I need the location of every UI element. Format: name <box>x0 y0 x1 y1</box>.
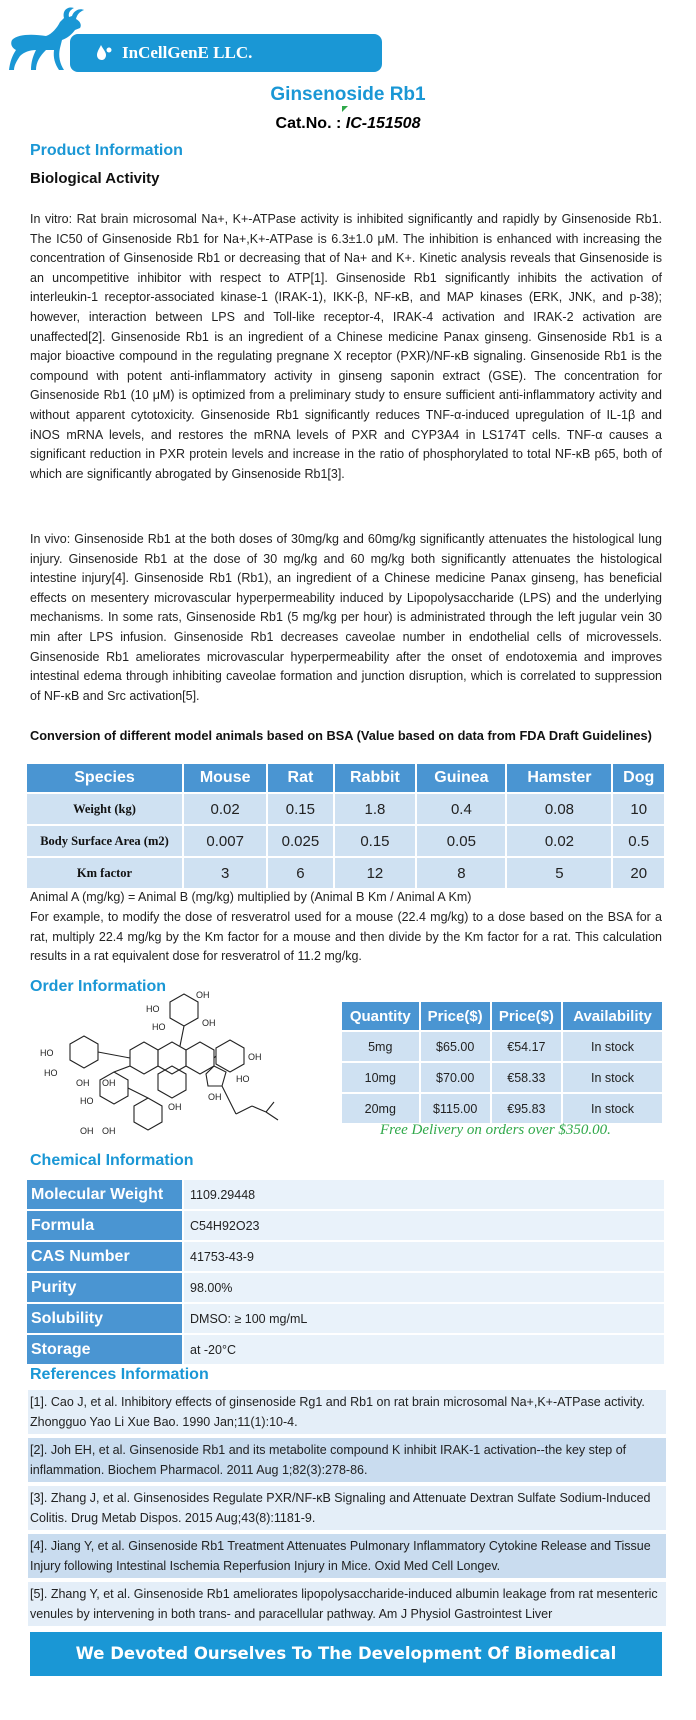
price-usd-cell: $115.00 <box>421 1094 490 1123</box>
cat-label: Cat.No. : <box>275 115 342 132</box>
structure-label: HO <box>44 1068 58 1078</box>
in-vivo-paragraph: In vivo: Ginsenoside Rb1 at the both doses of 30mg/kg and 60mg/kg significantly attenuates the histological lung injury. Ginsenoside Rb1 at the dose of 30 mg/kg and 60 mg/kg both significantly attenuates the histological intestine injury[4]. Ginsenoside Rb1 (Rb1), an ingredient of a Chinese medicine Panax ginseng, has beneficial effects on mesentery microvascular hyperpermeability induced by Lipopolysaccharide (LPS) and the underlying mechanisms. In some rats, Ginsenoside Rb1 (5 mg/kg per hour) is administrated through the left jugular vein 30 min after LPS infusion. Ginsenoside Rb1 decreases caveolae number in endothelial cells of microvessels. Ginsenoside Rb1 ameliorates microvascular hyperpermeability after the onset of endotoxemia and improves intestinal edema through inhibiting caveolae formation and junction disruption, which is correlated to suppression of NF-κB and Src activation[5]. <box>30 532 662 703</box>
structure-label: OH <box>102 1126 116 1136</box>
column-header: Quantity <box>342 1002 419 1030</box>
table-cell: 0.5 <box>613 826 664 856</box>
reference-item: [1]. Cao J, et al. Inhibitory effects of ginsenoside Rg1 and Rb1 on rat brain microsomal Na+,K+-ATPase activity. Zhongguo Yao Li Xue Bao. 1990 Jan;11(1):10-4. <box>28 1390 666 1434</box>
chemical-structure-diagram <box>30 988 290 1138</box>
cat-value: IC-151508 <box>345 115 421 132</box>
table-cell: 8 <box>417 858 505 888</box>
table-row <box>27 826 664 856</box>
product-information-heading: Product Information <box>30 142 183 159</box>
reference-item: [2]. Joh EH, et al. Ginsenoside Rb1 and its metabolite compound K inhibit IRAK-1 activation--the key step of inflammation. Biochem Pharmacol. 2011 Aug 1;82(3):278-86. <box>28 1438 666 1482</box>
table-row <box>27 1273 664 1302</box>
column-header: Price($) <box>492 1002 561 1030</box>
structure-label: HO <box>152 1022 166 1032</box>
bsa-formula: Animal A (mg/kg) = Animal B (mg/kg) multiplied by (Animal B Km / Animal A Km) <box>30 890 472 904</box>
column-header: Species <box>27 764 182 792</box>
table-cell: 5 <box>507 858 611 888</box>
order-table <box>340 1000 664 1125</box>
order-row[interactable] <box>342 1063 662 1092</box>
price-eur-cell: €95.83 <box>492 1094 561 1123</box>
chemical-info-table <box>25 1178 666 1366</box>
table-cell: 0.007 <box>184 826 266 856</box>
column-header: Dog <box>613 764 664 792</box>
column-header: Mouse <box>184 764 266 792</box>
structure-label: HO <box>40 1048 54 1058</box>
property-key: Solubility <box>27 1304 182 1333</box>
structure-label: OH <box>76 1078 90 1088</box>
property-value: 41753-43-9 <box>184 1242 664 1271</box>
row-label: Body Surface Area (m2) <box>27 826 182 856</box>
reference-item: [4]. Jiang Y, et al. Ginsenoside Rb1 Treatment Attenuates Pulmonary Inflammatory Cytokine Release and Tissue Injury following Intestinal Ischemia Reperfusion Injury in Mice. Oxid Med Cell Longev. <box>28 1534 666 1578</box>
structure-label: HO <box>146 1004 160 1014</box>
property-key: Storage <box>27 1335 182 1364</box>
order-information-heading: Order Information <box>30 978 167 995</box>
bsa-header-row <box>27 764 664 792</box>
table-row <box>27 1242 664 1271</box>
structure-label: OH <box>168 1102 182 1112</box>
property-value: 1109.29448 <box>184 1180 664 1209</box>
company-name: InCellGenE LLC. <box>122 43 253 62</box>
property-key: Formula <box>27 1211 182 1240</box>
column-header: Availability <box>563 1002 662 1030</box>
in-vitro-paragraph: In vitro: Rat brain microsomal Na+, K+-ATPase activity is inhibited significantly and rapidly by Ginsenoside Rb1. The IC50 of Ginsenoside Rb1 for Na+,K+-ATPase is 6.3±1.0 μM. The inhibition is enhanced with increasing the concentration of Ginsenoside Rb1 or decreasing that of Na+ and K+. Kinetic analysis reveals that Ginsenoside is an uncompetitive inhibitor with respect to ATP[1]. Ginsenoside Rb1 significantly inhibits the activation of interleukin-1 receptor-associated kinase-1 (IRAK-1), IKK-β, NF-κB, and MAP kinases (ERK, JNK, and p-38); however, interaction between LPS and Toll-like receptor-4, IRAK-4 activation and IRAK-2 activation are unaffected[2]. Ginsenoside Rb1 is an ingredient of a Chinese medicine Panax ginseng. Ginsenoside Rb1 is a major bioactive compound in the regulating pregnane X receptor (PXR)/NF-κB signaling. Ginsenoside Rb1 is the compound with potent anti-inflammatory activity in ginseng saponin extract (GSE). The concentration for Ginsenoside Rb1 (10 μM) is optimized from a preliminary study to ensure sufficient anti-inflammatory activity and without apparent cytotoxicity. Ginsenoside Rb1 significantly reduces TNF-α-induced upregulation of IL-1β and iNOS mRNA levels, and restores the mRNA levels of PXR and CYP3A4 in LS174T cells. TNF-α causes a significant reduction in PXR protein levels and increase in the ratio of phosphorylated to total NF-κB p65, both of which are significantly abrogated by Ginsenoside Rb1[3]. <box>30 212 662 481</box>
quantity-cell: 5mg <box>342 1032 419 1061</box>
column-header: Hamster <box>507 764 611 792</box>
company-banner <box>70 34 382 72</box>
price-eur-cell: €54.17 <box>492 1032 561 1061</box>
bsa-conversion-table <box>25 762 666 890</box>
availability-cell: In stock <box>563 1094 662 1123</box>
references-heading: References Information <box>30 1366 209 1383</box>
table-cell: 0.08 <box>507 794 611 824</box>
bsa-example: For example, to modify the dose of resveratrol used for a mouse (22.4 mg/kg) to a dose based on the BSA for a rat, multiply 22.4 mg/kg by the Km factor for a mouse and then divide by the Km factor for a rat. This calculation results in a rat equivalent dose for resveratrol of 11.2 mg/kg. <box>30 910 662 964</box>
price-usd-cell: $65.00 <box>421 1032 490 1061</box>
table-cell: 0.15 <box>335 826 416 856</box>
property-key: Purity <box>27 1273 182 1302</box>
table-cell: 0.02 <box>184 794 266 824</box>
structure-label: OH <box>202 1018 216 1028</box>
reference-item: [3]. Zhang J, et al. Ginsenosides Regulate PXR/NF-κB Signaling and Attenuate Dextran Sulfate Sodium-Induced Colitis. Drug Metab Dispos. 2015 Aug;43(8):1181-9. <box>28 1486 666 1530</box>
quantity-cell: 20mg <box>342 1094 419 1123</box>
structure-label: HO <box>80 1096 94 1106</box>
structure-label: OH <box>102 1078 116 1088</box>
table-row <box>27 1211 664 1240</box>
property-key: Molecular Weight <box>27 1180 182 1209</box>
table-cell: 1.8 <box>335 794 416 824</box>
price-eur-cell: €58.33 <box>492 1063 561 1092</box>
footer-slogan-banner: We Devoted Ourselves To The Development Of Biomedical Research Reagent. <box>30 1632 662 1676</box>
column-header: Price($) <box>421 1002 490 1030</box>
quantity-cell: 10mg <box>342 1063 419 1092</box>
biological-activity-heading: Biological Activity <box>30 170 160 187</box>
flag-mark-icon <box>342 106 348 112</box>
reference-item: [5]. Zhang Y, et al. Ginsenoside Rb1 ameliorates lipopolysaccharide-induced albumin leakage from rat mesenteric venules by intervening in both trans- and paracellular pathway. Am J Physiol Gastrointest Liver <box>28 1582 666 1626</box>
free-delivery-note: Free Delivery on orders over $350.00. <box>380 1122 611 1138</box>
references-list <box>28 1390 666 1630</box>
table-cell: 3 <box>184 858 266 888</box>
droplet-logo-icon <box>96 44 112 62</box>
order-row[interactable] <box>342 1094 662 1123</box>
property-key: CAS Number <box>27 1242 182 1271</box>
column-header: Rat <box>268 764 332 792</box>
table-row <box>27 794 664 824</box>
price-usd-cell: $70.00 <box>421 1063 490 1092</box>
structure-label: OH <box>80 1126 94 1136</box>
row-label: Km factor <box>27 858 182 888</box>
table-cell: 0.02 <box>507 826 611 856</box>
property-value: C54H92O23 <box>184 1211 664 1240</box>
order-header-row <box>342 1002 662 1030</box>
structure-label: OH <box>208 1092 222 1102</box>
structure-label: OH <box>196 990 210 1000</box>
catalog-number <box>0 115 696 133</box>
table-cell: 6 <box>268 858 332 888</box>
column-header: Guinea <box>417 764 505 792</box>
table-row <box>27 1335 664 1364</box>
table-cell: 0.05 <box>417 826 505 856</box>
table-row <box>27 858 664 888</box>
availability-cell: In stock <box>563 1032 662 1061</box>
table-cell: 0.4 <box>417 794 505 824</box>
order-row[interactable] <box>342 1032 662 1061</box>
availability-cell: In stock <box>563 1063 662 1092</box>
structure-label: OH <box>248 1052 262 1062</box>
property-value: at -20°C <box>184 1335 664 1364</box>
chemical-information-heading: Chemical Information <box>30 1152 194 1169</box>
table-cell: 0.025 <box>268 826 332 856</box>
table-row <box>27 1180 664 1209</box>
row-label: Weight (kg) <box>27 794 182 824</box>
property-value: DMSO: ≥ 100 mg/mL <box>184 1304 664 1333</box>
product-title: Ginsenoside Rb1 <box>270 84 426 105</box>
table-cell: 20 <box>613 858 664 888</box>
table-row <box>27 1304 664 1333</box>
table-cell: 10 <box>613 794 664 824</box>
property-value: 98.00% <box>184 1273 664 1302</box>
table-cell: 0.15 <box>268 794 332 824</box>
structure-label: HO <box>236 1074 250 1084</box>
table-cell: 12 <box>335 858 416 888</box>
column-header: Rabbit <box>335 764 416 792</box>
bsa-heading: Conversion of different model animals based on BSA (Value based on data from FDA Draft Guidelines) <box>30 728 652 743</box>
